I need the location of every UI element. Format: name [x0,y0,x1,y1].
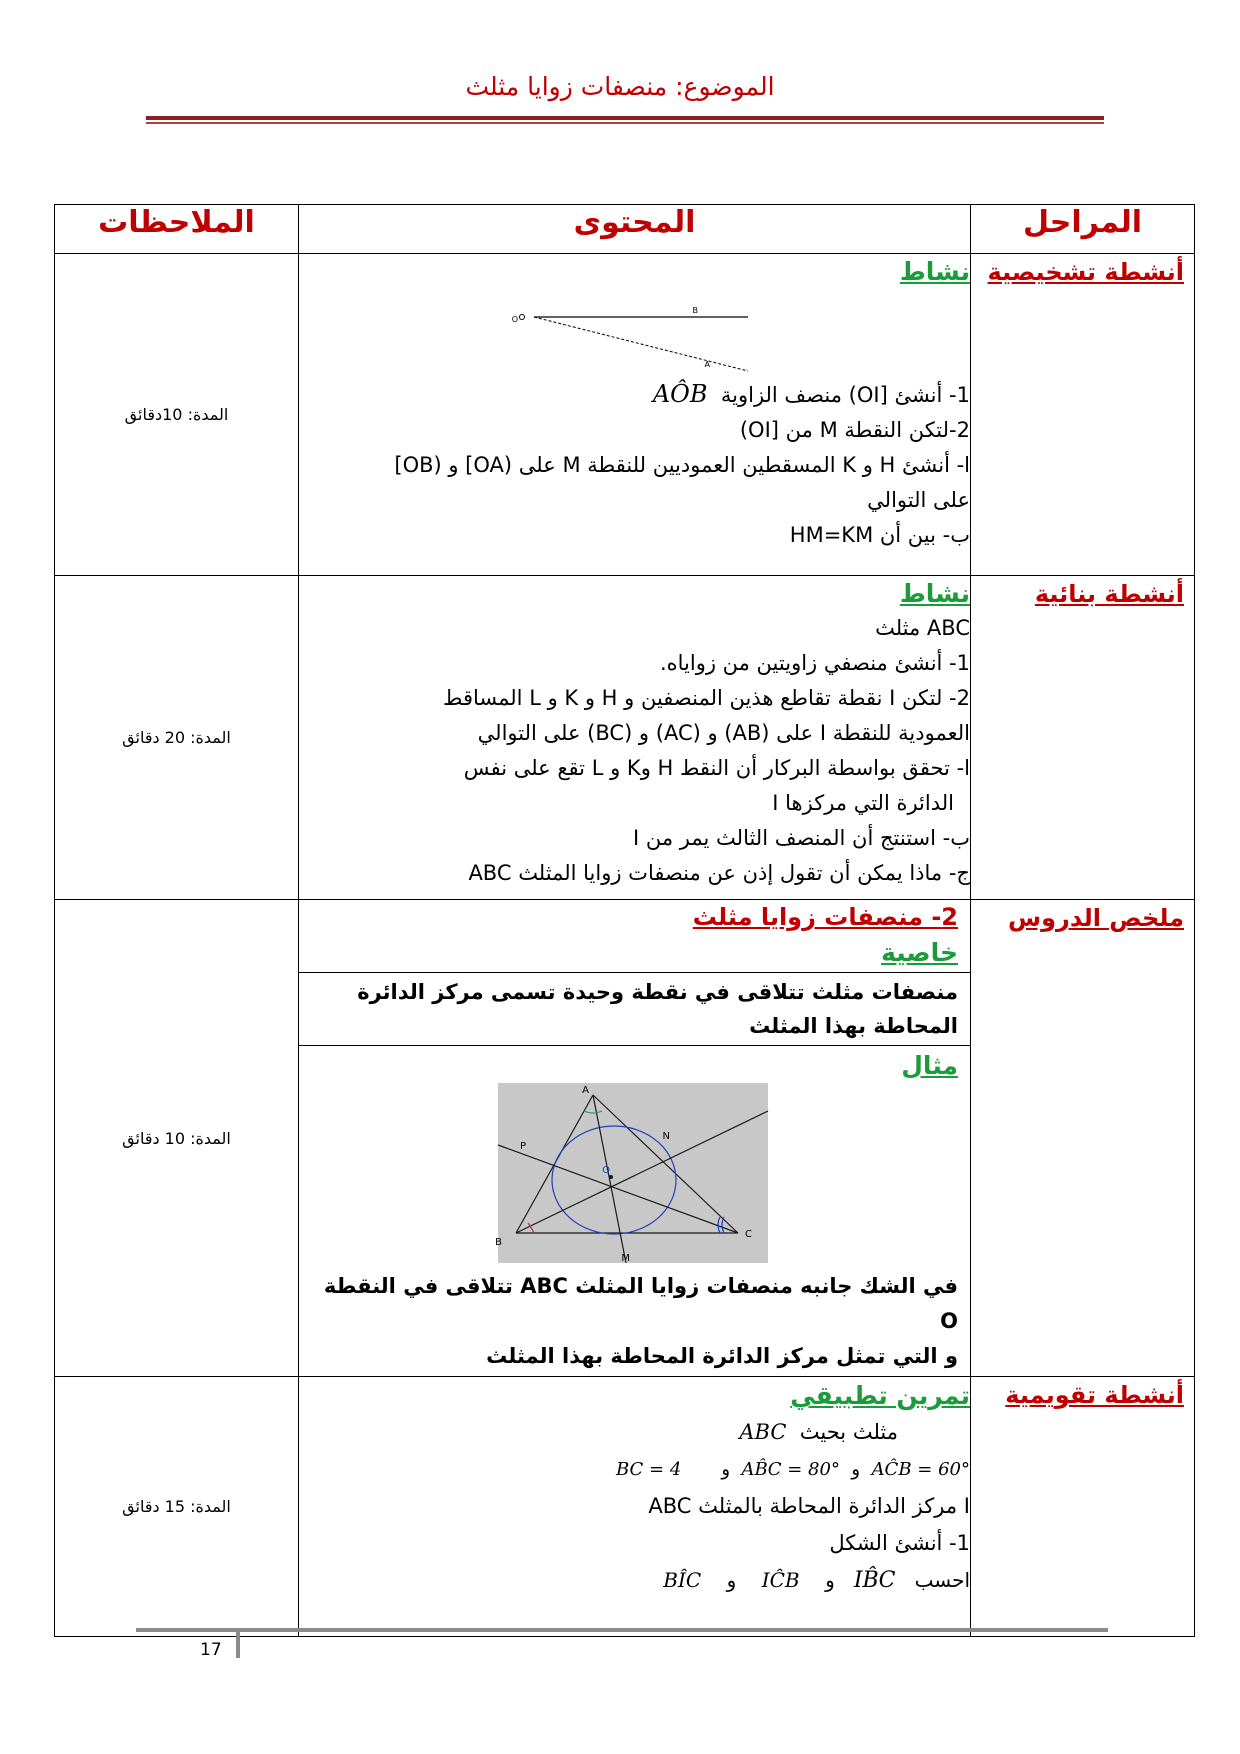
activity-title: نشاط [899,579,970,608]
header-content: المحتوى [299,205,971,254]
duration-note: المدة: 10 دقائق [55,900,299,1377]
page-number-bar [236,1632,240,1658]
property-text: منصفات مثلث تتلاقى في نقطة وحيدة تسمى مركز الدائرة المحاطة بهذا المثلث [299,972,970,1045]
header-notes: الملاحظات [55,205,299,254]
table-row [55,900,1195,1377]
activity-line-3: ا- أنشئ H و K المسقطين العموديين للنقطة M على (OA] و (OB] [394,453,970,477]
duration-note: المدة: 10دقائق [55,254,299,576]
center-line: I مركز الدائرة المحاطة بالمثلث ABC [648,1494,970,1518]
activity-line-6: الدائرة التي مركزها I [772,791,954,815]
activity-line-5: ب- بين أن HM=KM [789,523,970,547]
footer-divider [136,1628,1108,1632]
stage-summary: ملخص الدروس [1007,904,1184,932]
figure-label-p: P [519,1141,526,1152]
example-title: مثال [901,1051,958,1080]
activity-line-4: على التوالي [867,488,970,512]
incircle-figure [494,1083,768,1264]
given-acb: AĈB = 60° [871,1459,970,1480]
given-bc: BC = 4 [615,1459,682,1480]
compute-line: احسب IB̂C و IĈB و BÎC [663,1568,970,1593]
activity-line-2: 2-لتكن النقطة M من [OI) [739,418,970,442]
stage-evaluation: أنشطة تقويمية [1005,1381,1184,1409]
exercise-cell [299,1377,971,1637]
angle-ibc: IB̂C [853,1568,896,1593]
angle-aob: AÔB [652,380,708,408]
figure-label-o: O [601,1165,610,1176]
activity-cell [299,576,971,900]
given-values: AĈB = 60° و AB̂C = 80° و BC = 4 [615,1459,970,1480]
example-line-1: في الشك جانبه منصفات زوايا المثلث ABC تتلاقى في النقطة O [323,1274,958,1333]
angle-icb: IĈB [761,1568,800,1592]
triangle-line: مثلث بحيث ABC [739,1420,898,1444]
activity-line-8: ج- ماذا يمكن أن تقول إذن عن منصفات زوايا المثلث ABC [468,861,970,885]
activity-line-3: 2- لتكن I نقطة تقاطع هذين المنصفين و H و K و L المساقط [443,686,970,710]
stage-diagnostic: أنشطة تشخيصية [987,258,1184,286]
header-divider-thin [146,122,1104,124]
header-divider [146,116,1104,120]
angle-figure [510,289,760,377]
activity-line-1: ABC مثلث [875,616,970,640]
figure-label-c: C [744,1229,752,1240]
table-row [55,576,1195,900]
activity-line-4: العمودية للنقطة I على (AB) و (AC) و (BC) على التوالي [477,721,970,745]
exercise-title: تمرين تطبيقي [790,1381,970,1410]
property-title: خاصية [881,938,958,967]
lesson-table [54,204,1195,1637]
table-row [55,1377,1195,1637]
activity-line-7: ب- استنتج أن المنصف الثالث يمر من I [633,826,970,850]
section-title: 2- منصفات زوايا مثلث [692,903,958,931]
example-block [299,1045,970,1376]
construct-line: 1- أنشئ الشكل [829,1531,970,1555]
figure-label-m: M [620,1253,630,1264]
activity-title: نشاط [899,257,970,286]
activity-line-2: 1- أنشئ منصفي زاويتين من زواياه. [659,651,970,675]
activity-line-5: ا- تحقق بواسطة البركار أن النقط H وK و L تقع على نفس [463,756,970,780]
table-row [55,254,1195,576]
triangle-name: ABC [739,1420,787,1444]
header-stages: المراحل [971,205,1195,254]
figure-label-b: B [494,1237,502,1248]
given-abc: AB̂C = 80° [741,1459,840,1480]
stage-constructive: أنشطة بنائية [1034,580,1184,608]
figure-label-n: N [662,1131,670,1142]
page-number: 17 [200,1640,222,1660]
angle-bic: BÎC [663,1568,702,1592]
figure-label-a: A [704,360,710,369]
summary-cell [299,900,971,1377]
figure-label-a: A [581,1085,589,1096]
example-line-2: و التي تمثل مركز الدائرة المحاطة بهذا المثلث [486,1344,958,1368]
page-header-title: الموضوع: منصفات زوايا مثلث [465,72,775,101]
table-header-row [55,205,1195,254]
figure-label-b: B [692,306,698,315]
activity-line-1: 1- أنشئ [OI) منصف الزاوية AÔB [652,380,970,408]
duration-note: المدة: 20 دقائق [55,576,299,900]
activity-cell [299,254,971,576]
figure-label-o: O [511,315,518,324]
duration-note: المدة: 15 دقائق [55,1377,299,1637]
